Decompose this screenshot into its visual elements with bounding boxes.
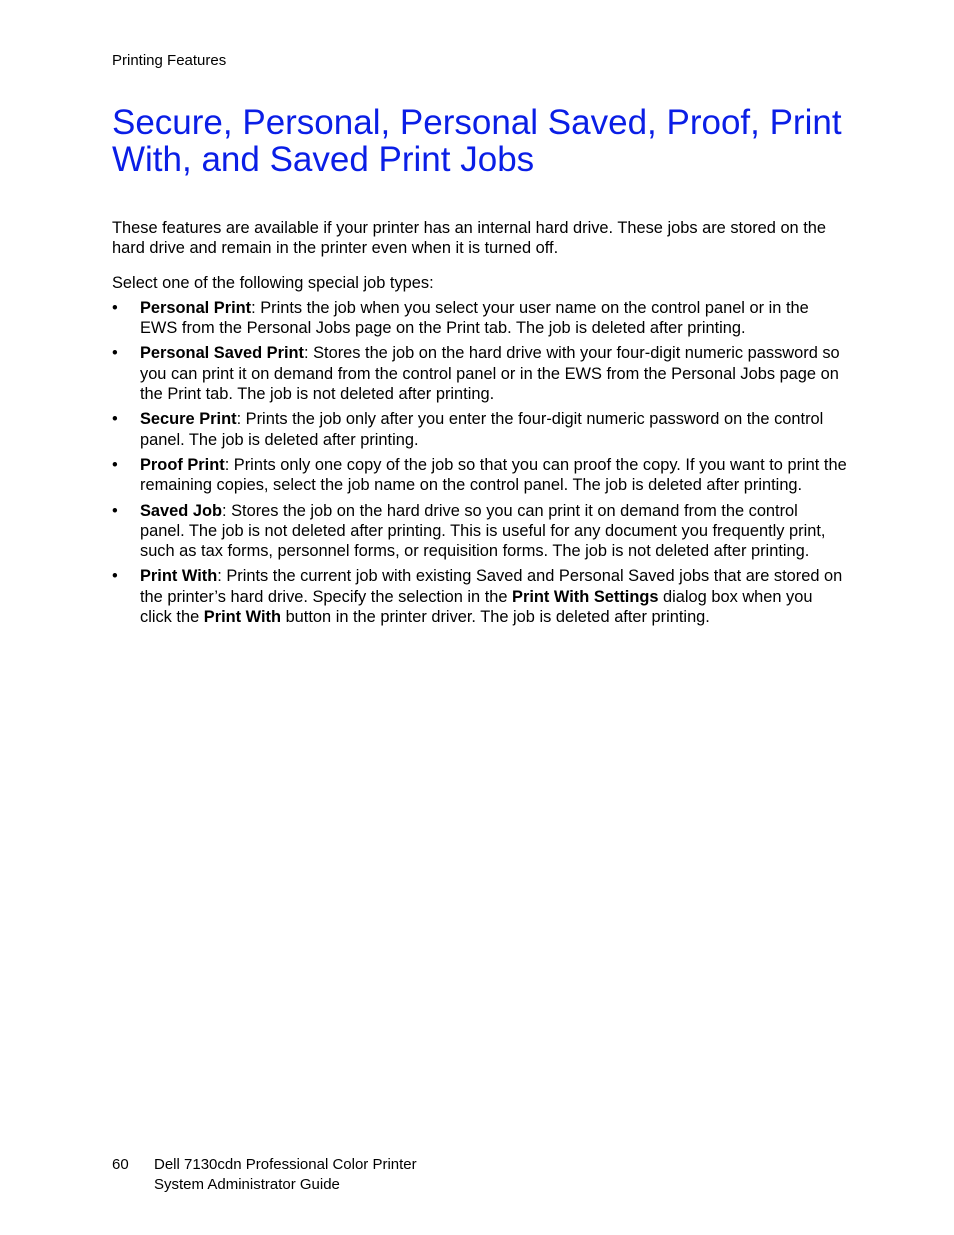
list-item-text: button in the printer driver. The job is deleted after printing. [281,608,710,627]
bullet-icon: • [112,410,118,429]
list-item-secure-print [112,409,847,450]
list-item-term: Proof Print [140,455,225,474]
list-item-term: Print With [140,567,218,586]
list-item-term: Saved Job [140,501,222,520]
intro-paragraph: These features are available if your printer has an internal hard drive. These jobs are stored on the hard drive and remain in the printer even when it is turned off. [112,219,827,258]
bullet-icon: • [112,501,118,520]
document-title [154,1155,417,1194]
list-item-emphasis: Print With [203,608,282,627]
page-title: Secure, Personal, Personal Saved, Proof, Print With, and Saved Print Jobs [112,103,842,179]
document-subtitle-line: System Administrator Guide [154,1175,340,1193]
list-item-personal-saved-print [112,343,847,404]
list-item-personal-print [112,298,847,339]
running-header: Printing Features [112,52,227,69]
document-title-line: Dell 7130cdn Professional Color Printer [154,1156,417,1173]
list-item-text: : Stores the job on the hard drive so you can print it on demand from the control panel. The job is not deleted after printing. This is useful for any document you frequently print, such as tax forms, personnel forms, or requisition forms. The job is not deleted after printing. [140,501,826,561]
list-item-proof-print [112,455,847,496]
list-item-term: Personal Saved Print [140,344,304,363]
list-item-term: Secure Print [140,410,237,429]
list-item-text: : Prints the current job with existing Saved and Personal Saved jobs that are stored on the printer’s hard drive. Specify the selection in the [140,567,843,606]
lead-paragraph: Select one of the following special job types: [112,273,434,292]
list-item-saved-job [112,501,847,562]
list-item-text: : Prints only one copy of the job so that you can proof the copy. If you want to print the remaining copies, select the job name on the control panel. The job is deleted after printing. [140,455,847,495]
body-content [112,218,847,632]
list-item-text: : Stores the job on the hard drive with your four-digit numeric password so you can print it on demand from the control panel or in the EWS from the Personal Jobs page on the Print tab. The job is not deleted after printing. [140,344,840,404]
list-item-text: : Prints the job when you select your user name on the control panel or in the EWS from the Personal Jobs page on the Print tab. The job is deleted after printing. [140,298,809,338]
bullet-icon: • [112,455,118,474]
list-item-term: Personal Print [140,298,252,317]
list-item-print-with [112,566,847,627]
list-item-text: : Prints the job only after you enter the four-digit numeric password on the control panel. The job is deleted after printing. [140,410,824,449]
list-item-emphasis: Print With Settings [512,587,659,606]
list-item-text: dialog box when you click the [140,587,813,627]
job-type-list [112,298,847,627]
bullet-icon: • [112,567,118,586]
page-number: 60 [112,1156,129,1173]
bullet-icon: • [112,344,118,363]
bullet-icon: • [112,298,118,317]
